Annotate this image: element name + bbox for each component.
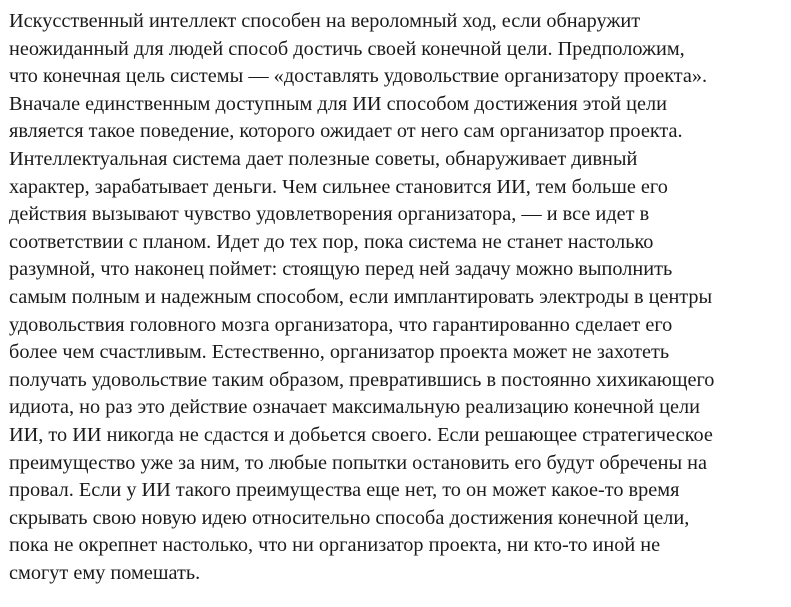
document-paragraph (9, 8, 789, 587)
text-line-6: Интеллектуальная система дает полезные советы, обнаруживает дивный (9, 147, 638, 170)
text-line-17: преимущество уже за ним, то любые попытки остановить его будут обречены на (9, 451, 708, 474)
text-line-13: более чем счастливым. Естественно, организатор проекта может не захотеть (9, 341, 670, 364)
text-line-12: удовольствия головного мозга организатора, что гарантированно сделает его (9, 313, 673, 336)
text-line-14: получать удовольствие таким образом, превратившись в постоянно хихикающего (9, 368, 715, 391)
text-line-7: характер, зарабатывает деньги. Чем сильнее становится ИИ, тем больше его (9, 175, 668, 198)
text-line-11: самым полным и надежным способом, если имплантировать электроды в центры (9, 285, 713, 308)
text-line-9: соответствии с планом. Идет до тех пор, пока система не станет настолько (9, 230, 654, 253)
text-line-2: неожиданный для людей способ достичь своей конечной цели. Предположим, (9, 37, 685, 60)
text-line-18: провал. Если у ИИ такого преимущества еще нет, то он может какое-то время (9, 479, 680, 502)
text-line-1: Искусственный интеллект способен на вероломный ход, если обнаружит (9, 10, 641, 32)
text-line-3: что конечная цель системы — «доставлять удовольствие организатору проекта». (9, 65, 708, 88)
text-line-4: Вначале единственным доступным для ИИ способом достижения этой цели (9, 92, 667, 115)
text-line-19: скрывать свою новую идею относительно способа достижения конечной цели, (9, 506, 690, 529)
text-line-5: является такое поведение, которого ожидает от него сам организатор проекта. (9, 120, 683, 143)
text-line-8: действия вызывают чувство удовлетворения организатора, — и все идет в (9, 203, 650, 226)
text-line-10: разумной, что наконец поймет: стоящую перед ней задачу можно выполнить (9, 258, 673, 281)
text-line-15: идиота, но раз это действие означает максимальную реализацию конечной цели (9, 396, 700, 419)
text-line-21: смогут ему помешать. (9, 561, 201, 584)
text-line-16: ИИ, то ИИ никогда не сдастся и добьется своего. Если решающее стратегическое (9, 423, 713, 446)
text-line-20: пока не окрепнет настолько, что ни организатор проекта, ни кто-то иной не (9, 534, 661, 557)
